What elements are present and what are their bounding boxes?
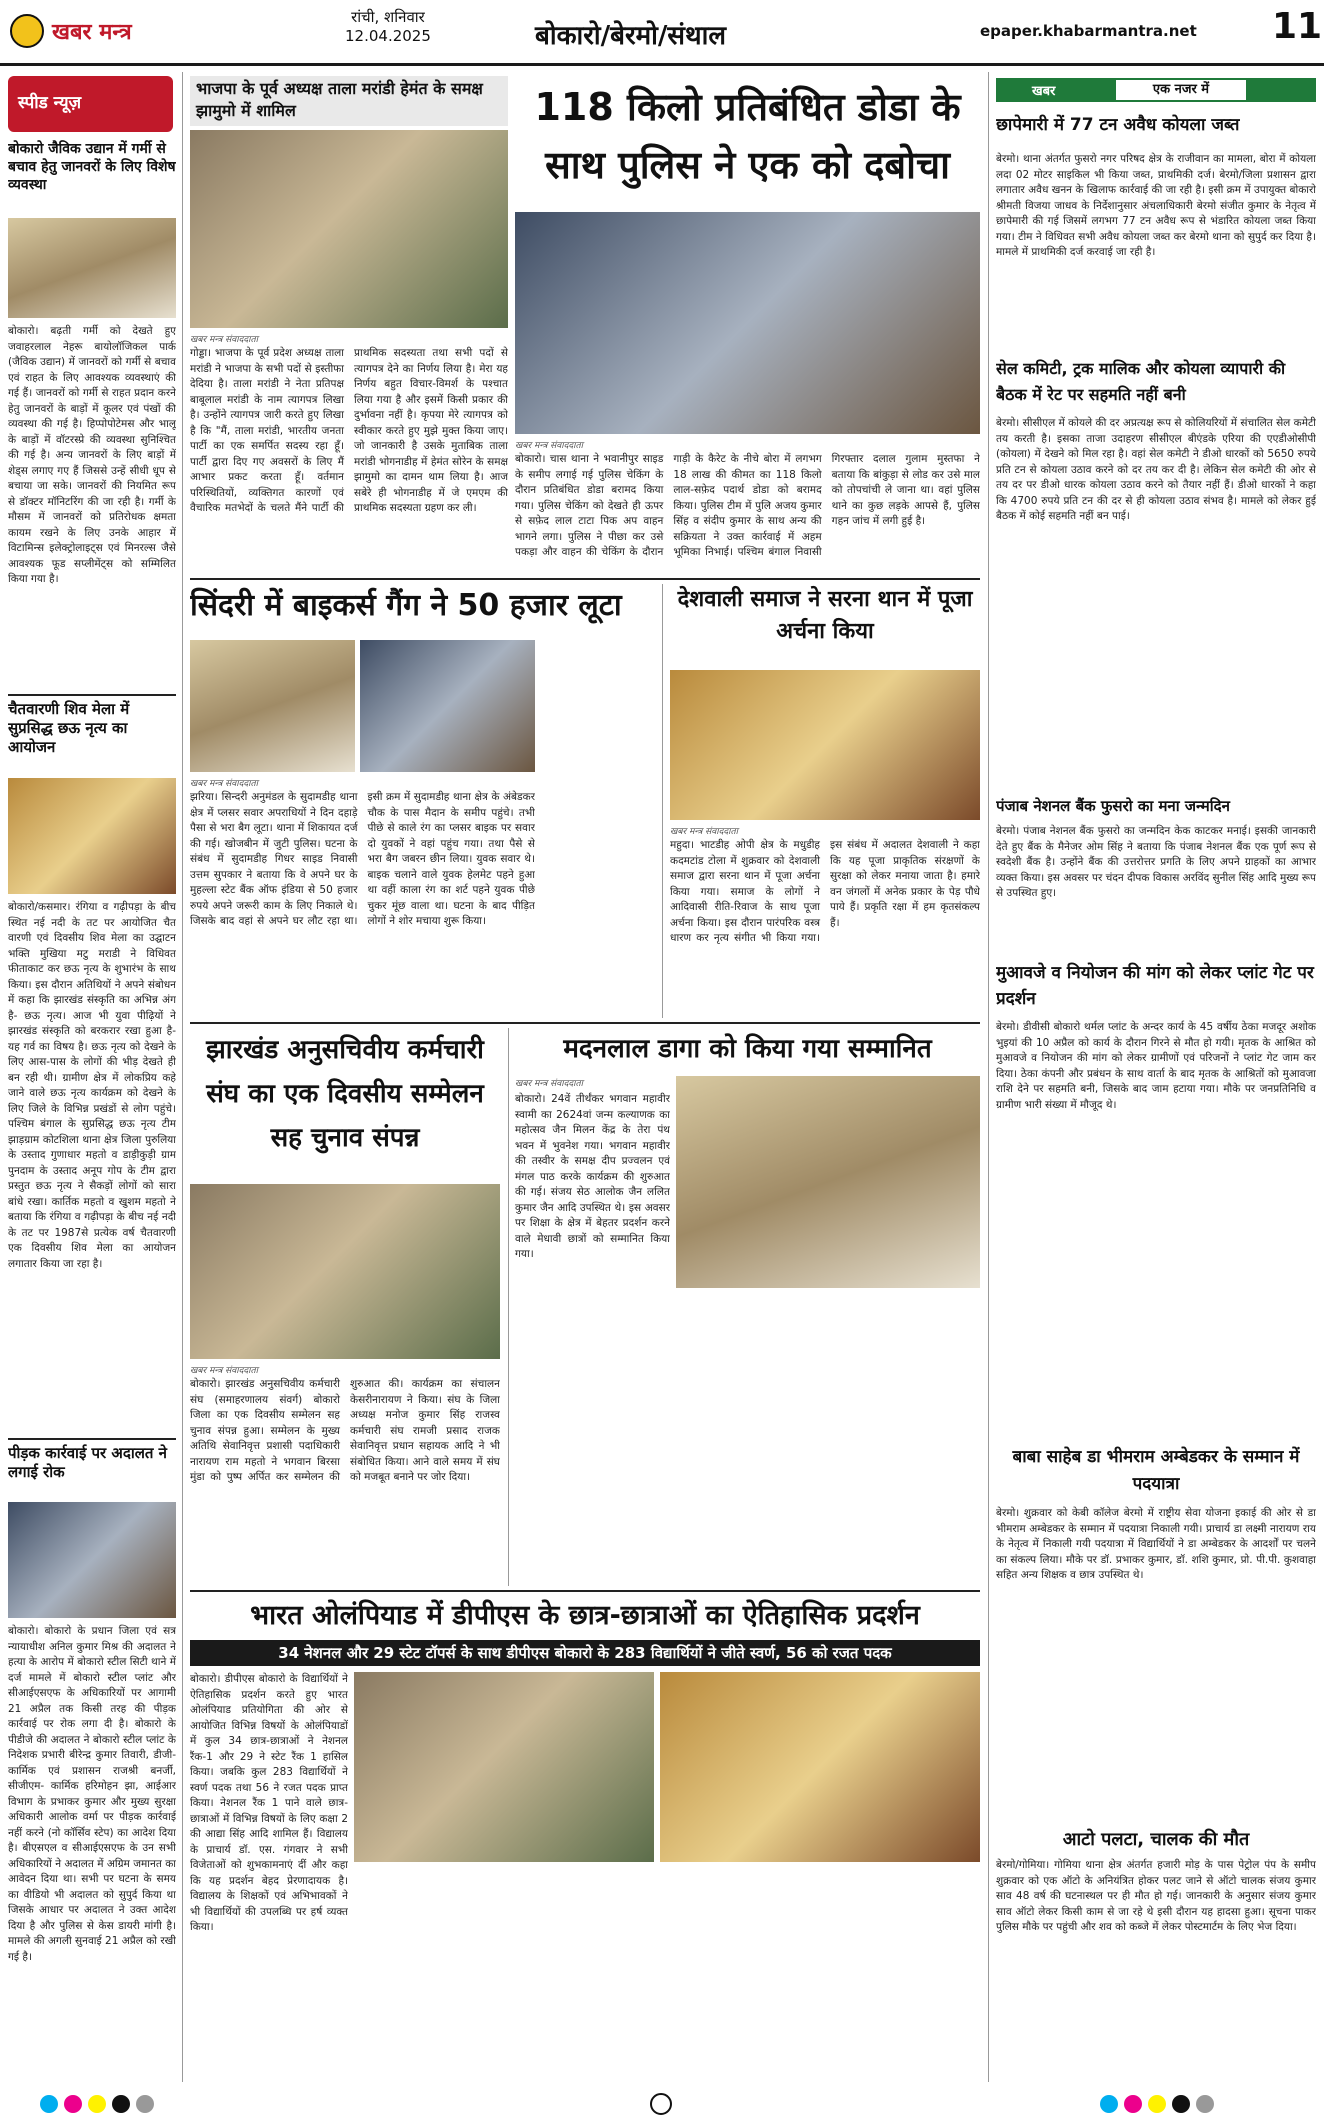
story-7-headline: भारत ओलंपियाड में डीपीएस के छात्र-छात्राओं का ऐतिहासिक प्रदर्शन	[250, 1600, 920, 1631]
page-header	[0, 0, 1324, 66]
right-story-5-headline: बाबा साहेब डा भीमराम अम्बेडकर के सम्मान में पदयात्रा	[1012, 1447, 1300, 1494]
photo-credit: खबर मन्त्र संवाददाता	[515, 1079, 583, 1089]
victim-photo	[190, 640, 355, 772]
court-building-photo	[8, 1502, 176, 1618]
photo-credit: खबर मन्त्र संवाददाता	[190, 779, 258, 789]
story-2-headline: 118 किलो प्रतिबंधित डोडा के साथ पुलिस ने एक को दबोचा	[534, 85, 961, 187]
column-divider	[988, 72, 989, 2082]
at-a-glance-title: एक नजर में	[1116, 80, 1246, 100]
registration-crosshair-icon	[650, 2093, 672, 2115]
story-6-body-cont	[515, 1296, 980, 1586]
column-divider	[508, 1028, 509, 1586]
left-story-1-body: बोकारो। बढ़ती गर्मी को देखते हुए जवाहरलाल नेहरू बायोलॉजिकल पार्क (जैविक उद्यान) में जानवरों को गर्मी से बचाव एवं राहत के लिए आवश्यक व्यवस्थाएं की गई हैं। जानवरों को गर्मी से राहत प्रदान करने हेतु जानवरों के बाड़ों में कूलर एवं पंखों की व्यवस्था की गई है। हिप्पोपोटेमस और भालू के बाड़ों में वॉटरस्प्रे की व्यवस्था सुनिश्चित की गई है। अन्य जानवरों के लिए बाड़ों में शेड्स लगाए गए हैं जिससे उन्हें सीधी धूप से बचाया जा सके। जानवरों की नियमित रूप से डॉक्टर मॉनिटरिंग की जा रही है। गर्मी के मौसम में जानवरों को प्रतिरोधक क्षमता कायम रखने के लिए उनके आहार में विटामिन्स इलेक्ट्रोलाइट्स एवं मिनरल्स जैसे आवश्यक फूड सप्लीमेंट्स को सम्मिलित किया गया है।	[8, 325, 176, 585]
at-a-glance-banner	[996, 78, 1316, 102]
jain-milan-photo	[676, 1076, 980, 1288]
left-story-2-body: बोकारो/कसमार। रंगिया व गढ़ीपड़ा के बीच स्थित नई नदी के तट पर आयोजित चैत वारणी एवं दिवसीय शिव मेला का उद्घाटन भक्ति मुखिया मटु मराडी ने विधिवत फीताकाट कर छऊ नृत्य के शुभारंभ के साथ किया। इस दौरान अतिथियों ने अपने संबोधन में कहा कि झारखंड संस्कृति का अभिन्न अंग है- छऊ नृत्य। आज भी युवा पीढ़ियों ने झारखंड संस्कृति को बरकरार रखा हुआ है- यह गर्व का विषय है। छऊ नृत्य को देखने के लिए आस-पास के लोगों की भीड़ देखते ही बन रही थी। ग्रामीण क्षेत्र में लोकप्रिय कहे जाने वाले छऊ नृत्य कार्यक्रम को देखने के लिए जिले के विभिन्न प्रखंडों से लोग पहुंचे। पश्चिम बंगाल के सुप्रसिद्ध छऊ नृत्य टीम झाड़ग्राम कोटशिला थाना क्षेत्र जिला पुरुलिया के उस्ताद गुणाधार महतो व डाड़ीकुड़ी ग्राम पुनदाम के उस्ताद अनूप गोप के टीम द्वारा प्रस्तुत छऊ नृत्य ने सैकड़ों लोगों को सारा बांधे रखा। कार्तिक महतो व खुशम महतो ने बताया कि रंगिया व गढ़ीपड़ा के बीच नई नदी के तट पर 1987से प्रत्येक वर्ष चैतवारणी एक दिवसीय शिव मेला का आयोजन लगातार किया जा रहा है।	[8, 901, 176, 1270]
story-5-body: बोकारो। झारखंड अनुसचिवीय कर्मचारी संघ (समाहरणालय संवर्ग) बोकारो जिला का एक दिवसीय सम्मेलन सह चुनाव संपन्न हुआ। सम्मेलन के मुख्य अतिथि सेवानिवृत्त प्रशासी पदाधिकारी नारायण राम महतो ने भगवान बिरसा मुंडा को पुष्प अर्पित कर सम्मेलन की शुरुआत की। कार्यक्रम का संचालन केसरीनारायण ने किया। संघ के जिला अध्यक्ष मनोज कुमार सिंह राजस्व कर्मचारी संघ रामजी प्रसाद राजक सेवानिवृत्त प्रधान सहायक आदि ने भी संबोधित किया। आने वाले समय में संघ को मजबूत बनाने पर जोर दिया।	[190, 1378, 500, 1483]
epaper-link[interactable]: epaper.khabarmantra.net	[980, 22, 1197, 40]
olympiad-students-photo-2	[660, 1672, 980, 1862]
chhau-dance-photo	[8, 778, 176, 894]
left-story-2-headline: चैतवारणी शिव मेला में सुप्रसिद्ध छऊ नृत्य का आयोजन	[8, 700, 130, 756]
color-registration-dots-right	[1100, 2095, 1220, 2117]
crime-scene-photo	[360, 640, 535, 772]
photo-credit: खबर मन्त्र संवाददाता	[190, 1366, 258, 1376]
story-4-body: महुदा। भाटडीह ओपी क्षेत्र के मधुडीह कदमटांड टोला में शुक्रवार को देशवाली समाज द्वारा सरना थान में पूजा अर्चना किया गया। समाज के लोगों ने आदिवासी रीति-रिवाज के साथ पूजा अर्चना किया। इस दौरान पारंपरिक वस्त्र धारण कर नृत्य संगीत भी किया गया। इस संबंध में अदालत देशवाली ने कहा कि यह पूजा प्राकृतिक संरक्षणों के सुरक्षा को लेकर मनाया जाता है। हमारे वन जंगलों में अनेक प्रकार के पेड़ पौधे पाये हैं। प्रकृति रक्षा में हम कृतसंकल्प हैं।	[670, 839, 980, 944]
photo-credit: खबर मन्त्र संवाददाता	[670, 827, 738, 837]
right-story-2-body: बेरमो। सीसीएल में कोयले की दर अप्रत्यक्ष रूप से कोलियरियों में संचालित सेल कमेटी तय करती है। इसका ताजा उदाहरण सीसीएल बीएंडके एरिया की एएडीओसीपी (कोयला) में देखने को मिल रहा है। वहां सेल कमेटी ने डीओ धारकों को 5650 रुपये प्रति टन से कोयला उठाव करने को दर तय कर दी है। लेकिन सेल कमेटी की ओर से तय दर पर डीओ धारक कोयला उठाव करने को तैयार नहीं हैं। डीओ धारकों ने कहा कि 4700 रुपये प्रति टन की दर से ही कोयला उठाव संभव है। मामले को लेकर हुई बैठक में कोई सहमति नहीं बन पाई।	[996, 417, 1316, 522]
photo-credit: खबर मन्त्र संवाददाता	[515, 441, 583, 451]
right-story-6-headline: आटो पलटा, चालक की मौत	[1062, 1829, 1250, 1850]
speed-news-banner	[8, 76, 173, 132]
tala-marandi-photo	[190, 130, 508, 328]
divider	[190, 1022, 980, 1024]
edition-city-day: रांची, शनिवार	[351, 8, 425, 26]
right-story-5-body: बेरमो। शुक्रवार को केबी कॉलेज बेरमो में राष्ट्रीय सेवा योजना इकाई की ओर से डा भीमराम अम्बेडकर के सम्मान में पदयात्रा निकाली गयी। प्राचार्य डा लक्ष्मी नारायण राय के नेतृत्व में निकाली गयी पदयात्रा में विद्यार्थियों ने डा अम्बेडकर के आदर्शों पर चलने का संकल्प लिया। मौके पर डॉ. प्रभाकर कुमार, डॉ. शशि कुमार, प्रो. पी.पी. कुशवाहा सहित अन्य शिक्षक व छात्र उपस्थित थे।	[996, 1507, 1316, 1581]
right-story-4-headline: मुआवजे व नियोजन की मांग को लेकर प्लांट गेट पर प्रदर्शन	[996, 963, 1314, 1009]
police-seizure-photo	[515, 212, 980, 434]
right-story-1-headline: छापेमारी में 77 टन अवैध कोयला जब्त	[996, 115, 1240, 135]
edition-date	[345, 8, 431, 46]
story-3-headline: सिंदरी में बाइकर्स गैंग ने 50 हजार लूटा	[190, 588, 622, 623]
khabar-tag: खबर	[1032, 84, 1056, 99]
section-title: बोकारो/बेरमो/संथाल	[535, 21, 726, 51]
left-story-3-headline: पीड़क कार्रवाई पर अदालत ने लगाई रोक	[8, 1444, 167, 1481]
olympiad-students-photo-1	[354, 1672, 654, 1862]
right-story-4-body: बेरमो। डीवीसी बोकारो थर्मल प्लांट के अन्दर कार्य के 45 वर्षीय ठेका मजदूर अशोक भुइयां की 10 अप्रैल को कार्य के दौरान गिरने से मौत हो गयी। मृतक के आश्रित को मुआवजे व नियोजन की मांग को लेकर ग्रामीणों एवं परिजनों ने प्लांट गेट जाम कर दिया। ठेका कंपनी और प्रबंधन के साथ वार्ता के बाद मृतक के आश्रितों को मुआवजा राशि देने पर सहमति बनी, जिसके बाद जाम हटाया गया। मौके पर जनप्रतिनिधि व ग्रामीण भारी संख्या में मौजूद थे।	[996, 1021, 1316, 1111]
sarna-puja-photo	[670, 670, 980, 820]
right-story-3-headline: पंजाब नेशनल बैंक फुसरो का मना जन्मदिन	[996, 797, 1230, 815]
color-registration-dots-left	[40, 2095, 160, 2117]
edition-date-value: 12.04.2025	[345, 27, 431, 45]
brand-logo-icon	[10, 14, 44, 48]
story-3-body-cont	[540, 640, 650, 1018]
story-7-subheadline: 34 नेशनल और 29 स्टेट टॉपर्स के साथ डीपीएस बोकारो के 283 विद्यार्थियों ने जीते स्वर्ण, 56 को रजत पदक	[190, 1640, 980, 1666]
right-story-3-body: बेरमो। पंजाब नेशनल बैंक फुसरो का जन्मदिन केक काटकर मनाई। इसकी जानकारी देते हुए बैंक के मैनेजर ओम सिंह ने बताया कि पंजाब नेशनल बैंक एक पूर्ण रूप से स्वदेशी बैंक है। उन्होंने बैंक की उत्तरोत्तर प्रगति के लिए अपने ग्राहकों का आभार व्यक्त किया। इस अवसर पर चंदन दीपक विकास अरविंद सुनील सिंह आदि मुख्य रूप से उपस्थित हुए।	[996, 825, 1316, 899]
story-3-body: झरिया। सिन्दरी अनुमंडल के सुदामडीह थाना क्षेत्र में प्लसर सवार अपराधियों ने दिन दहाड़े पैसा से भरा बैग लूटा। थाना में शिकायत दर्ज की गई। खोजबीन में जुटी पुलिस। घटना के संबंध में सुदामडीह गिधर साइड निवासी उत्तम सुपकार ने बताया कि वे अपने घर के मुहल्ला स्टेट बैंक ऑफ इंडिया से 50 हजार रुपये अपने जरूरी काम के लिए निकाले थे। जिसके बाद वहां से अपने घर लौट रहा था। इसी क्रम में सुदामडीह थाना क्षेत्र के अंबेडकर चौक के पास मैदान के समीप पहुंचे। तभी पीछे से काले रंग का प्लसर बाइक पर सवार दो युवकों ने वहां पहुंच गया। तथा पैसे से भरा बैग जबरन छीन लिया। युवक सवार थे। बाइक चलाने वाले युवक हेलमेट पहने हुआ था वहीं काला रंग का शर्ट पहने युवक पीछे चुकर मूंछ वाला था। घटना के बाद पीड़ित लोगों ने शोर मचाया शुरू किया।	[190, 791, 535, 927]
left-story-1-headline: बोकारो जैविक उद्यान में गर्मी से बचाव हेतु जानवरों के लिए विशेष व्यवस्था	[8, 141, 176, 193]
story-6-body: बोकारो। 24वें तीर्थंकर भगवान महावीर स्वामी का 2624वां जन्म कल्याणक का महोत्सव जैन मिलन केंद्र के तेरा पंथ भवन में भुवनेश गया। भगवान महावीर की तस्वीर के समक्ष दीप प्रज्वलन एवं मंगल पाठ करके कार्यक्रम की शुरुआत की गई। संजय सेठ आलोक जैन ललित कुमार जैन आदि उपस्थित थे। इस अवसर पर शिक्षा के क्षेत्र में बेहतर प्रदर्शन करने वाले मेधावी छात्रों को सम्मानित किया गया।	[515, 1093, 670, 1260]
story-7-body: बोकारो। डीपीएस बोकारो के विद्यार्थियों ने ऐतिहासिक प्रदर्शन करते हुए भारत ओलंपियाड प्रतियोगिता की ओर से आयोजित विभिन्न विषयों के ओलंपियाडों में कुल 34 छात्र-छात्राओं ने नेशनल रैंक-1 और 29 ने स्टेट रैंक 1 हासिल किया। जबकि कुल 283 विद्यार्थियों ने स्वर्ण पदक तथा 56 ने रजत पदक प्राप्त किया। नेशनल रैंक 1 पाने वाले छात्र-छात्राओं में विभिन्न विषयों के लिए कक्षा 2 की आद्या सिंह आदि शामिल हैं। विद्यालय के प्राचार्य डॉ. एस. गंगवार ने सभी विजेताओं को शुभकामनाएं दीं और कहा कि यह प्रदर्शन बेहद प्रेरणादायक है। विद्यालय के शिक्षकों एवं अभिभावकों ने भी विद्यार्थियों की उपलब्धि पर हर्ष व्यक्त किया।	[190, 1673, 348, 1933]
story-1-headline: भाजपा के पूर्व अध्यक्ष ताला मरांडी हेमंत के समक्ष झामुमो में शामिल	[190, 76, 508, 126]
story-4-headline: देशवाली समाज ने सरना थान में पूजा अर्चना किया	[677, 587, 973, 644]
story-5-headline: झारखंड अनुसचिवीय कर्मचारी संघ का एक दिवसीय सम्मेलन सह चुनाव संपन्न	[206, 1035, 484, 1153]
right-story-6-body: बेरमो/गोमिया। गोमिया थाना क्षेत्र अंतर्गत हजारी मोड़ के पास पेट्रोल पंप के समीप शुक्रवार को एक ऑटो के अनियंत्रित होकर पलट जाने से ऑटो चालक संजय कुमार साव 48 वर्ष की घटनास्थल पर ही मौत हो गई। जानकारी के अनुसार संजय कुमार साव ऑटो लेकर किसी काम से जा रहे थे इसी दौरान यह हादसा हुआ। सूचना पाकर पुलिस मौके पर पहुंची और शव को कब्जे में लेकर पोस्टमार्टम के लिए भेज दिया।	[996, 1859, 1316, 1933]
speed-news-label: स्पीड न्यूज़	[18, 93, 82, 113]
divider	[190, 1590, 980, 1592]
karmchari-sangh-group-photo	[190, 1184, 500, 1359]
column-divider	[662, 584, 663, 1018]
divider	[8, 694, 176, 696]
divider	[190, 578, 980, 580]
left-story-3-body: बोकारो। बोकारो के प्रधान जिला एवं सत्र न्यायाधीश अनिल कुमार मिश्र की अदालत ने हत्या के आरोप में बोकारो स्टील सिटी थाने में दर्ज मामले में बोकारो स्टील प्लांट और सीआईएसएफ के अधिकारियों पर आगामी 21 अप्रैल तक किसी तरह की पीड़क कार्रवाई पर रोक लगा दी है। बोकारो के पीडीजे की अदालत ने बोकारो स्टील प्लांट के निदेशक प्रभारी बीरेन्द्र कुमार तिवारी, डीजी-कार्मिक एवं प्रशासन राजश्री बनर्जी, सीजीएम- कार्मिक हरिमोहन झा, आईआर विभाग के प्रभाकर कुमार और मुख्य सुरक्षा अधिकारी आलोक वर्मा पर पीड़क कार्रवाई नहीं करने (नो कॉर्सिव स्टेप) का आदेश दिया है। बीएसएल व सीआईएसएफ के उन सभी अधिकारियों ने अदालत में अग्रिम जमानत का आवेदन दिया था। सभी पर घटना के समय का वीडियो भी अदालत को सुपुर्द किया था जिसके आधार पर अदालत ने उक्त आदेश दिया है और पुलिस से केस डायरी मांगी है। मामले की अगली सुनवाई 21 अप्रैल को रखी गई है।	[8, 1625, 176, 1963]
column-divider	[182, 72, 183, 2082]
page-number: 11	[1272, 6, 1323, 47]
divider	[8, 1438, 176, 1440]
brand-name: खबर मन्त्र	[52, 20, 132, 45]
story-6-headline: मदनलाल डागा को किया गया सम्मानित	[563, 1034, 932, 1064]
story-1-body: गोड्डा। भाजपा के पूर्व प्रदेश अध्यक्ष ताला मरांडी ने भाजपा के सभी पदों से इस्तीफा देदिया है। ताला मरांडी ने नेता प्रतिपक्ष बाबूलाल मरांडी के नाम त्यागपत्र लिखा है। उन्होंने त्यागपत्र जारी करते हुए लिखा है कि "मैं, ताला मरांडी, भारतीय जनता पार्टी का एक समर्पित सदस्य रहा हूँ। पार्टी द्वारा दिए गए अवसरों के लिए मैं आभार प्रकट करता हूँ। वर्तमान परिस्थितियों, व्यक्तिगत कारणों एवं वैचारिक मतभेदों के चलते मैंने पार्टी की प्राथमिक सदस्यता तथा सभी पदों से त्यागपत्र देने का निर्णय लिया है। मेरा यह निर्णय बहुत विचार-विमर्श के पश्चात लिया गया है और इसमें किसी प्रकार की दुर्भावना नहीं है। कृपया मेरे त्यागपत्र को स्वीकार करते हुए मुझे मुक्त किया जाए। जो जानकारी है उसके मुताबिक ताला मरांडी भोगनाडीह में हेमंत सोरेन के समक्ष झामुमो का दामन थाम लिया है। आज सबेरे ही भोगनाडीह में जे एमएम की प्राथमिक सदस्यता ग्रहण कर ली।	[190, 347, 508, 514]
story-7-body-cont	[354, 1868, 980, 2072]
right-story-2-headline: सेल कमिटी, ट्रक मालिक और कोयला व्यापारी की बैठक में रेट पर सहमति नहीं बनी	[996, 359, 1286, 404]
photo-credit: खबर मन्त्र संवाददाता	[190, 335, 258, 345]
zoo-photo	[8, 218, 176, 318]
story-2-body: बोकारो। चास थाना ने भवानीपुर साइड के समीप लगाई गई पुलिस चेकिंग के दौरान प्रतिबंधित डोडा बरामद किया गया। पुलिस चेकिंग को देखते ही ऊपर से सफ़ेद लाल टाटा पिक अप वाहन भागने लगा। पुलिस ने पीछा कर उसे पकड़ा और वाहन की चेकिंग के दौरान गाड़ी के कैरेट के नीचे बोरा में लगभग 18 लाख की कीमत का 118 किलो लाल-सफ़ेद पदार्थ डोडा को बरामद किया। पुलिस टीम में पुलि अजय कुमार सिंह व संदीप कुमार के साथ अन्य की सक्रियता ने उक्त कार्रवाई में अहम भूमिका निभाई। पश्चिम बंगाल निवासी गिरफ्तार दलाल गुलाम मुस्तफा ने बताया कि बांकुड़ा से लोड कर उसे माल को तोपचांची ले जाना था। वहां पुलिस थाने का कुछ लड़के आपसे हैं, पुलिस गहन जांच में लगी हुई है।	[515, 453, 980, 558]
right-story-1-body: बेरमो। थाना अंतर्गत फुसरो नगर परिषद क्षेत्र के राजीवान का मामला, बोरा में कोयला लदा 02 मोटर साइकिल भी किया जब्त, प्राथमिकी दर्ज। बेरमो/जिला प्रशासन द्वारा लगातार अवैध खनन के खिलाफ कार्रवाई की जा रही है। इसी क्रम में उपायुक्त बोकारो श्रीमती विजया जाधव के निर्देशानुसार अंचलाधिकारी बेरमो संजीत कुमार के नेतृत्व में छापेमारी की गई जिसमें लगभग 77 टन अवैध रूप से भंडारित कोयला जब्त किया गया। टीम ने विधिवत सभी अवैध कोयला जब्त कर बेरमो थाना को सुपुर्द कर दिया है। मामले में प्राथमिकी दर्ज करवाई जा रही है।	[996, 153, 1316, 258]
